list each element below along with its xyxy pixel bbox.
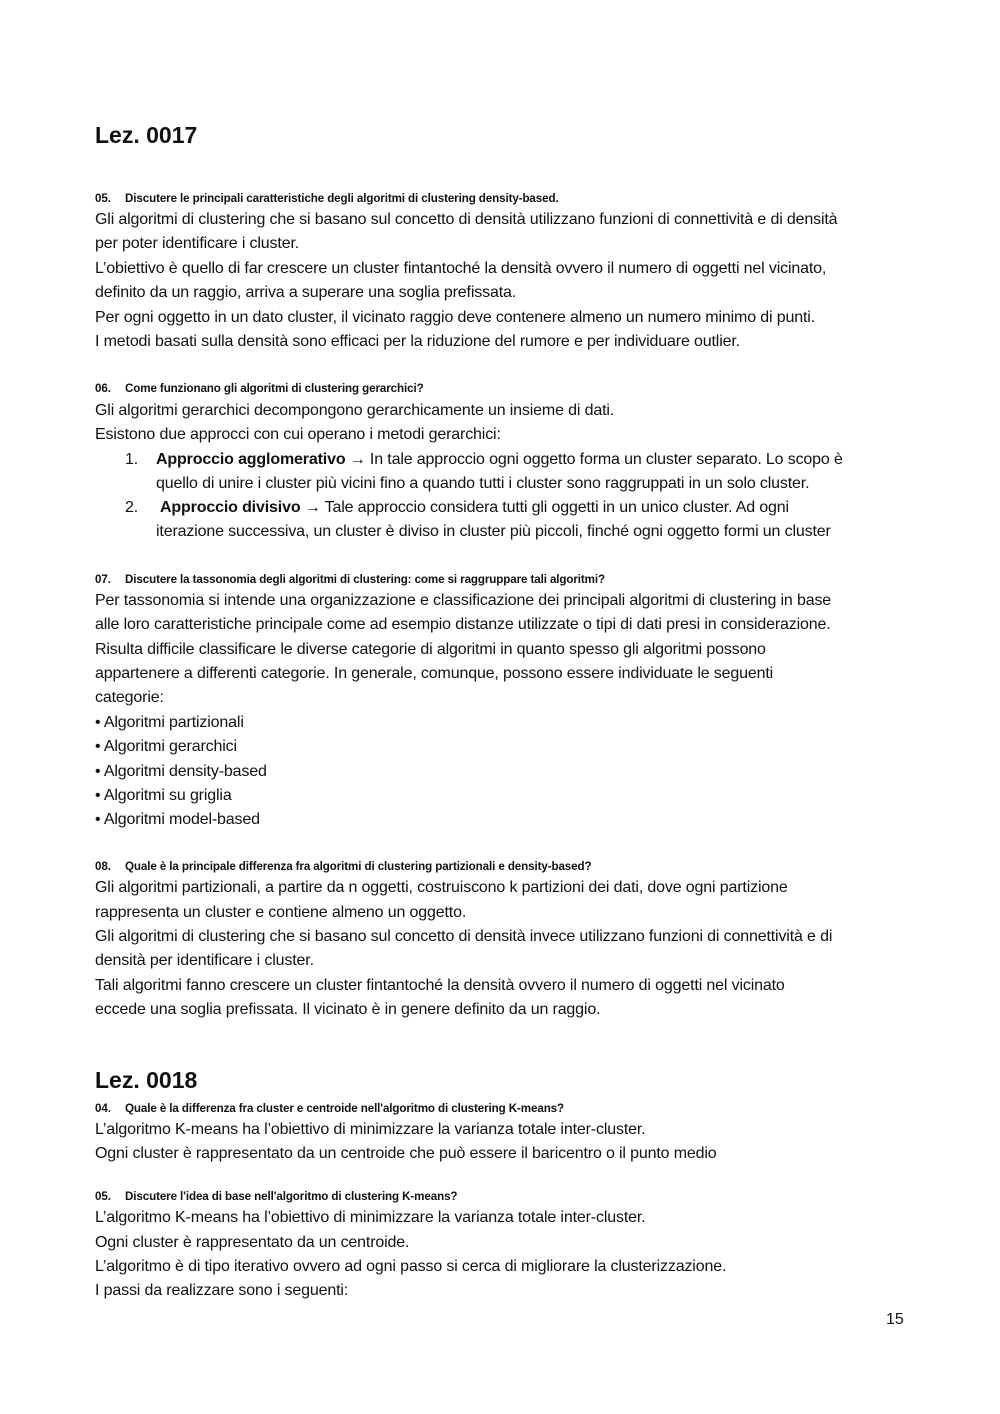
- list-content: [156, 448, 843, 472]
- list-bold-term: Approccio agglomerativo: [156, 451, 346, 468]
- bullet-item: • Algoritmi model-based: [95, 811, 260, 828]
- question-number: 08.: [95, 860, 111, 873]
- answer-line: rappresenta un cluster e contiene almeno un oggetto.: [95, 904, 467, 921]
- list-item: [0, 448, 1000, 473]
- question-number: 05.: [95, 192, 111, 205]
- bullet-item: • Algoritmi density-based: [95, 763, 267, 780]
- answer-line: L’algoritmo K-means ha l’obiettivo di minimizzare la varianza totale inter-cluster.: [95, 1121, 646, 1138]
- list-text: iterazione successiva, un cluster è diviso in cluster più piccoli, finché ogni oggetto formi un cluster: [156, 523, 831, 540]
- question-heading: [95, 1102, 564, 1115]
- list-item-continuation: [0, 520, 1000, 545]
- list-text: Tale approccio considera tutti gli oggetti in un unico cluster. Ad ogni: [320, 499, 789, 516]
- answer-line: L’algoritmo K-means ha l’obiettivo di minimizzare la varianza totale inter-cluster.: [95, 1209, 646, 1226]
- answer-line: per poter identificare i cluster.: [95, 235, 300, 252]
- answer-line: L’algoritmo è di tipo iterativo ovvero ad ogni passo si cerca di migliorare la clusterizzazione.: [95, 1258, 727, 1275]
- question-number: 05.: [95, 1190, 111, 1203]
- section-title: Lez. 0017: [95, 122, 198, 148]
- list-text: quello di unire i cluster più vicini fino a quando tutti i cluster sono raggruppati in un solo cluster.: [156, 475, 810, 492]
- answer-line: I passi da realizzare sono i seguenti:: [95, 1282, 349, 1299]
- question-heading: [95, 382, 424, 395]
- question-text: Come funzionano gli algoritmi di clustering gerarchici?: [125, 382, 424, 395]
- list-number: 1.: [125, 451, 139, 468]
- answer-line: Risulta difficile classificare le diverse categorie di algoritmi in quanto spesso gli algoritmi possono: [95, 641, 766, 658]
- answer-line: Per ogni oggetto in un dato cluster, il vicinato raggio deve contenere almeno un numero minimo di punti.: [95, 309, 815, 326]
- list-text: In tale approccio ogni oggetto forma un cluster separato. Lo scopo è: [365, 451, 843, 468]
- answer-line: Gli algoritmi partizionali, a partire da n oggetti, costruiscono k partizioni dei dati, dove ogni partizione: [95, 879, 788, 896]
- question-number: 07.: [95, 573, 111, 586]
- question-text: Discutere le principali caratteristiche degli algoritmi di clustering density-based.: [125, 192, 559, 205]
- answer-line: Tali algoritmi fanno crescere un cluster fintantoché la densità ovvero il numero di oggetti nel vicinato: [95, 977, 785, 994]
- answer-line: Gli algoritmi di clustering che si basano sul concetto di densità invece utilizzano funzioni di connettività e di: [95, 928, 833, 945]
- list-item: [0, 496, 1000, 521]
- answer-line: Per tassonomia si intende una organizzazione e classificazione dei principali algoritmi di clustering in base: [95, 592, 832, 609]
- answer-line: Ogni cluster è rappresentato da un centroide.: [95, 1234, 410, 1251]
- list-content: [160, 496, 789, 520]
- bullet-item: • Algoritmi partizionali: [95, 714, 244, 731]
- question-heading: [95, 573, 605, 586]
- question-heading: [95, 1190, 457, 1203]
- section-title: Lez. 0018: [95, 1067, 198, 1093]
- question-text: Quale è la principale differenza fra algoritmi di clustering partizionali e density-based?: [125, 860, 592, 873]
- answer-line: Gli algoritmi gerarchici decompongono gerarchicamente un insieme di dati.: [95, 402, 615, 419]
- question-text: Discutere l'idea di base nell'algoritmo di clustering K-means?: [125, 1190, 458, 1203]
- answer-line: L’obiettivo è quello di far crescere un cluster fintantoché la densità ovvero il numero di oggetti nel vicinato,: [95, 260, 827, 277]
- answer-line: eccede una soglia prefissata. Il vicinato è in genere definito da un raggio.: [95, 1001, 601, 1018]
- bullet-item: • Algoritmi su griglia: [95, 787, 232, 804]
- question-number: 06.: [95, 382, 111, 395]
- question-text: Discutere la tassonomia degli algoritmi di clustering: come si raggruppare tali algoritmi?: [125, 573, 605, 586]
- question-heading: [95, 192, 559, 205]
- question-text: Quale è la differenza fra cluster e centroide nell'algoritmo di clustering K-means?: [125, 1102, 564, 1115]
- answer-line: Gli algoritmi di clustering che si basano sul concetto di densità utilizzano funzioni di connettività e di densità: [95, 211, 838, 228]
- question-heading: [95, 860, 591, 873]
- question-number: 04.: [95, 1102, 111, 1115]
- list-item-continuation: [0, 472, 1000, 497]
- arrow-icon: →: [304, 499, 321, 516]
- answer-line: Ogni cluster è rappresentato da un centroide che può essere il baricentro o il punto medio: [95, 1145, 717, 1162]
- arrow-icon: →: [349, 451, 366, 468]
- list-number: 2.: [125, 499, 139, 516]
- answer-line: densità per identificare i cluster.: [95, 952, 314, 969]
- answer-line: I metodi basati sulla densità sono efficaci per la riduzione del rumore e per individuare outlier.: [95, 333, 740, 350]
- bullet-item: • Algoritmi gerarchici: [95, 738, 237, 755]
- answer-line: appartenere a differenti categorie. In generale, comunque, possono essere individuate le seguenti: [95, 665, 774, 682]
- list-bold-term: Approccio divisivo: [160, 499, 301, 516]
- answer-line: definito da un raggio, arriva a superare una soglia prefissata.: [95, 284, 517, 301]
- page-number: 15: [886, 1311, 904, 1328]
- answer-line: alle loro caratteristiche principale come ad esempio distanze utilizzate o tipi di dati presi in considerazione.: [95, 616, 831, 633]
- answer-line: Esistono due approcci con cui operano i metodi gerarchici:: [95, 426, 501, 443]
- answer-line: categorie:: [95, 689, 164, 706]
